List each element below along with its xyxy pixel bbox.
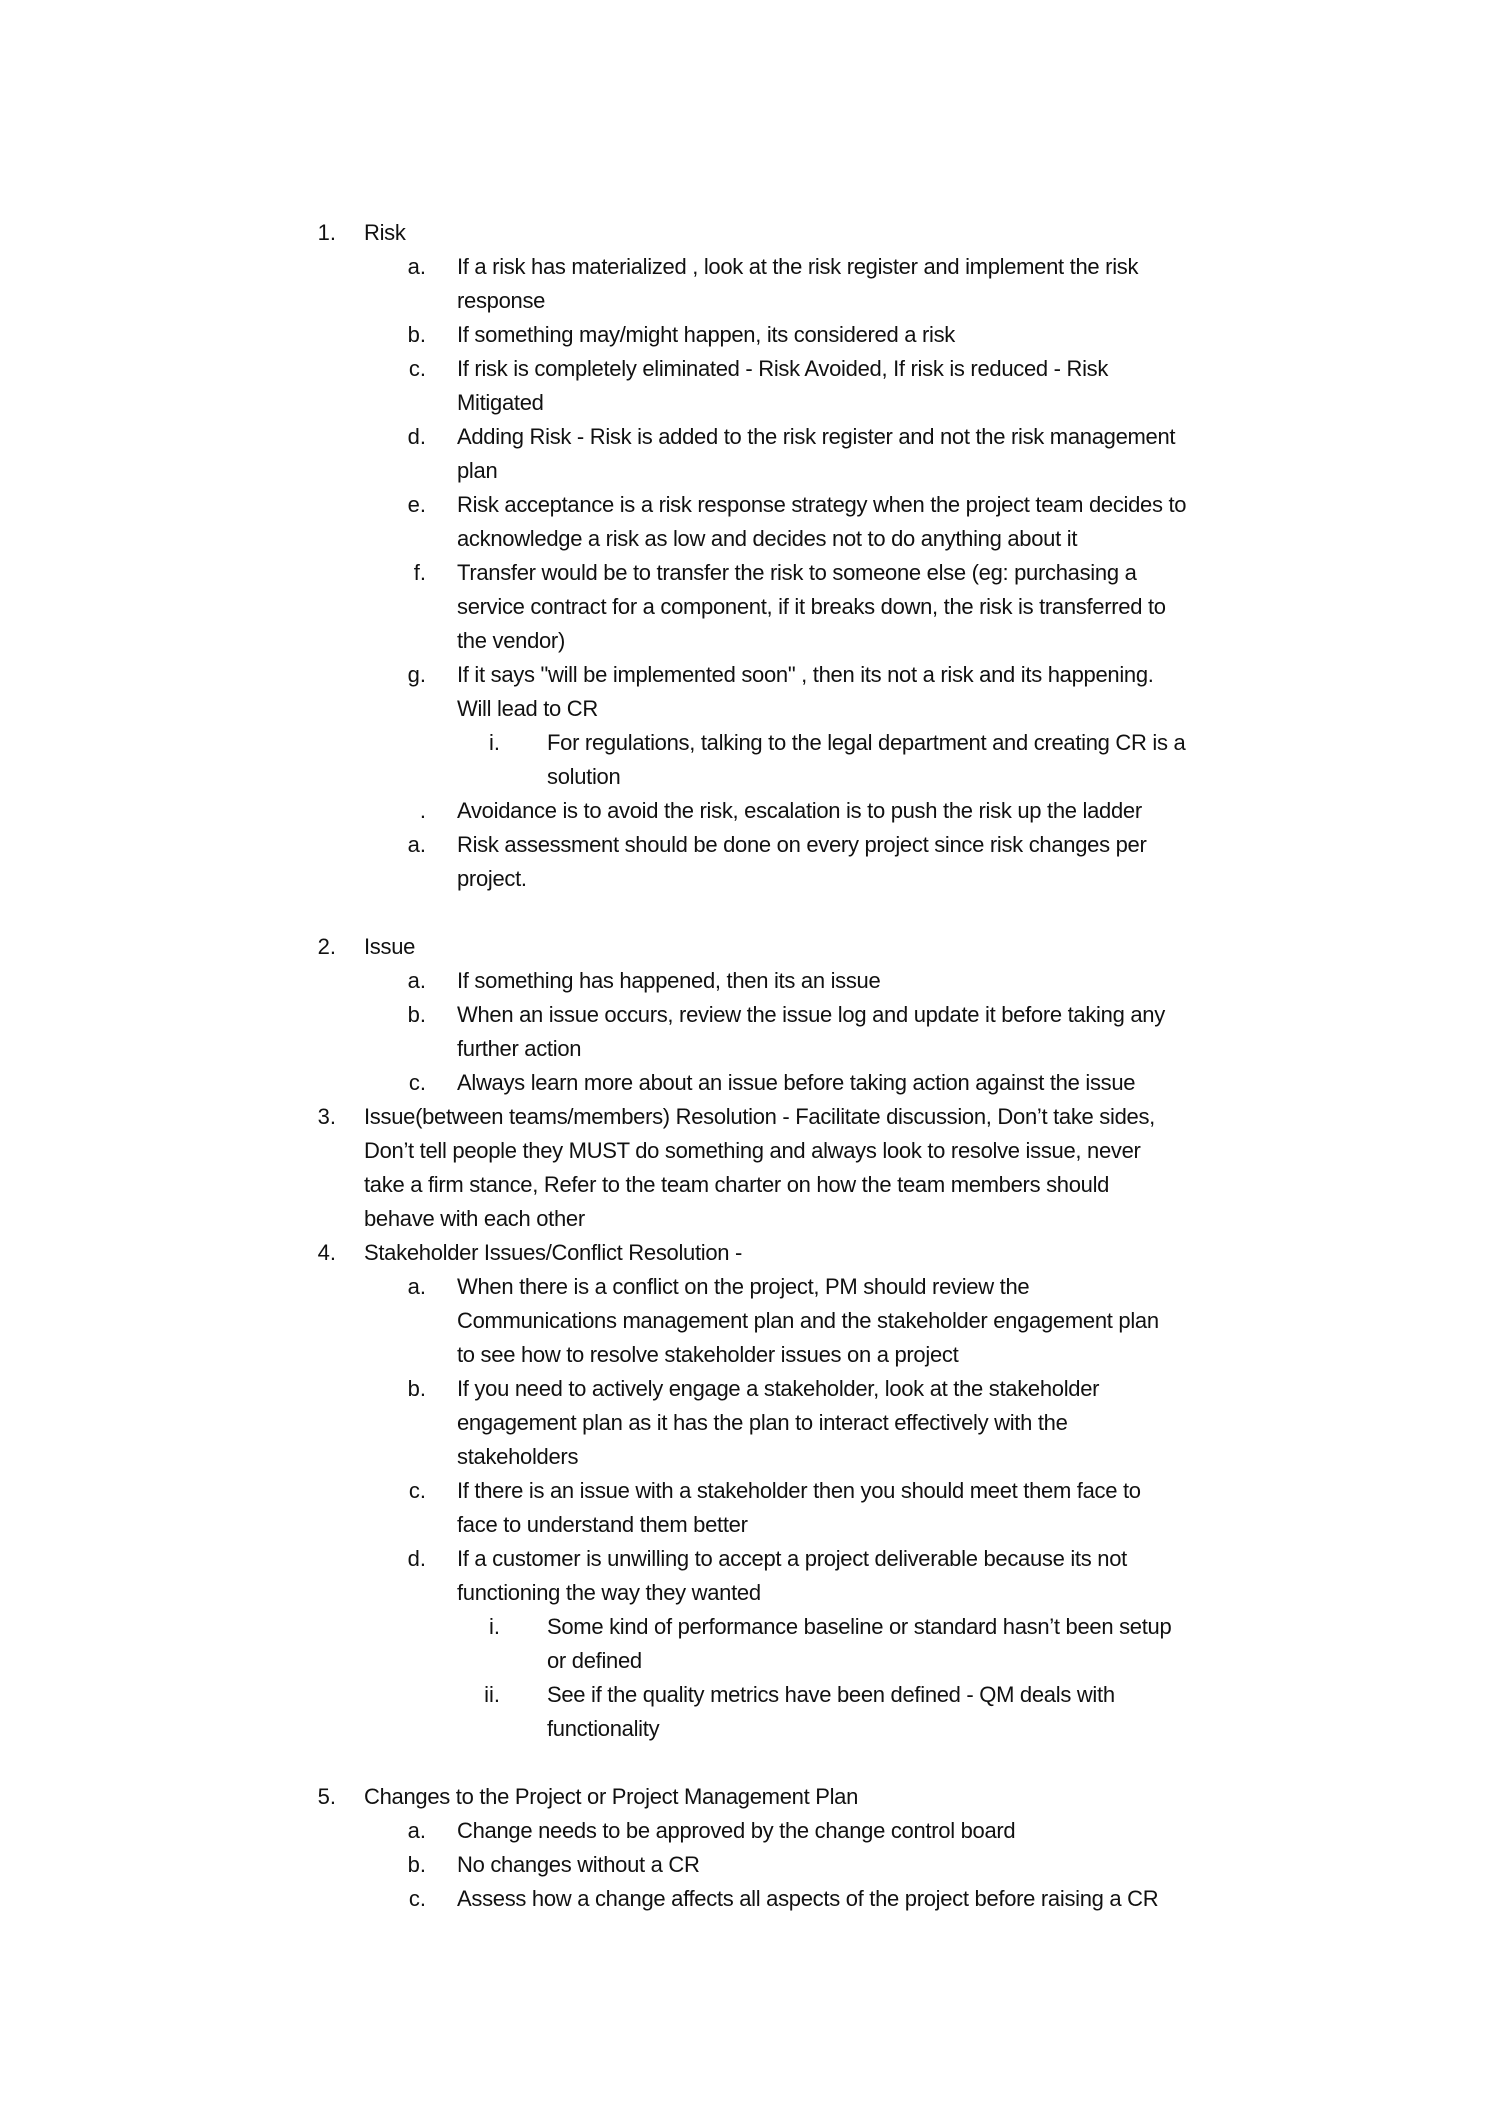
text-line: solution <box>547 764 621 789</box>
list-marker: a. <box>407 968 426 993</box>
text-line: Issue(between teams/members) Resolution - Facilitate discussion, Don’t take sides, <box>364 1104 1155 1129</box>
sub-list-item <box>0 1066 1500 1100</box>
sub-sub-list-item <box>0 1610 1500 1678</box>
sub-list-item <box>0 488 1500 556</box>
text-line: acknowledge a risk as low and decides not to do anything about it <box>457 526 1078 551</box>
text-line: For regulations, talking to the legal department and creating CR is a <box>547 730 1186 755</box>
sub-list-item <box>0 1542 1500 1610</box>
list-item-text <box>547 1610 1500 1678</box>
sub-list-item <box>0 1372 1500 1474</box>
text-line: Stakeholder Issues/Conflict Resolution - <box>364 1240 743 1265</box>
list-item-text <box>457 556 1500 658</box>
text-line: functionality <box>547 1716 660 1741</box>
list-item-text <box>457 250 1500 318</box>
list-marker: . <box>419 798 426 823</box>
list-marker: ii. <box>484 1682 500 1707</box>
list-item-text <box>364 1236 1500 1270</box>
text-line: See if the quality metrics have been defined - QM deals with <box>547 1682 1115 1707</box>
list-item-text <box>364 930 1500 964</box>
list-marker: d. <box>407 424 426 449</box>
sub-sub-list-item <box>0 726 1500 794</box>
list-marker: d. <box>407 1546 426 1571</box>
list-item-text <box>547 726 1500 794</box>
list-item-text <box>457 1372 1500 1474</box>
text-line: If risk is completely eliminated - Risk Avoided, If risk is reduced - Risk <box>457 356 1109 381</box>
list-item <box>0 1780 1500 1814</box>
text-line: or defined <box>547 1648 642 1673</box>
list-item-text <box>457 318 1500 352</box>
text-line: Will lead to CR <box>457 696 598 721</box>
sub-list-item <box>0 352 1500 420</box>
text-line: Some kind of performance baseline or standard hasn’t been setup <box>547 1614 1172 1639</box>
text-line: If something may/might happen, its considered a risk <box>457 322 955 347</box>
list-item-text <box>457 488 1500 556</box>
list-item-text <box>457 352 1500 420</box>
list-item-text <box>457 658 1500 726</box>
list-item-text <box>457 828 1500 896</box>
text-line: If something has happened, then its an issue <box>457 968 881 993</box>
list-item <box>0 216 1500 250</box>
list-item-text <box>457 420 1500 488</box>
text-line: project. <box>457 866 527 891</box>
list-marker: c. <box>408 356 426 381</box>
sub-list-item <box>0 828 1500 896</box>
sub-list-item <box>0 1882 1500 1916</box>
sub-list-item <box>0 998 1500 1066</box>
list-marker: b. <box>407 1376 426 1401</box>
list-marker: b. <box>407 322 426 347</box>
sub-list-item <box>0 420 1500 488</box>
blank-line <box>0 1746 1500 1780</box>
document-body <box>0 216 1500 1916</box>
list-marker: a. <box>407 1818 426 1843</box>
text-line: the vendor) <box>457 628 565 653</box>
text-line: response <box>457 288 546 313</box>
text-line: Transfer would be to transfer the risk to someone else (eg: purchasing a <box>457 560 1137 585</box>
list-item <box>0 1236 1500 1270</box>
text-line: functioning the way they wanted <box>457 1580 761 1605</box>
list-marker: 4. <box>317 1240 336 1265</box>
text-line: service contract for a component, if it breaks down, the risk is transferred to <box>457 594 1166 619</box>
text-line: take a firm stance, Refer to the team charter on how the team members should <box>364 1172 1110 1197</box>
sub-list-item <box>0 1814 1500 1848</box>
text-line: plan <box>457 458 498 483</box>
list-marker: c. <box>408 1070 426 1095</box>
list-item-text <box>457 1542 1500 1610</box>
text-line: Issue <box>364 934 416 959</box>
text-line: Risk <box>364 220 406 245</box>
text-line: If it says "will be implemented soon" , then its not a risk and its happening. <box>457 662 1154 687</box>
list-marker: 3. <box>317 1104 336 1129</box>
sub-list-item <box>0 1848 1500 1882</box>
text-line: Don’t tell people they MUST do something and always look to resolve issue, never <box>364 1138 1141 1163</box>
text-line: If a risk has materialized , look at the risk register and implement the risk <box>457 254 1139 279</box>
list-marker: 1. <box>317 220 336 245</box>
list-marker: 5. <box>317 1784 336 1809</box>
sub-list-item <box>0 794 1500 828</box>
list-marker: a. <box>407 254 426 279</box>
list-item-text <box>457 1474 1500 1542</box>
text-line: If a customer is unwilling to accept a project deliverable because its not <box>457 1546 1127 1571</box>
text-line: stakeholders <box>457 1444 579 1469</box>
list-marker: b. <box>407 1002 426 1027</box>
list-marker: i. <box>489 1614 500 1639</box>
blank-line <box>0 896 1500 930</box>
list-marker: 2. <box>317 934 336 959</box>
list-item-text <box>364 216 1500 250</box>
list-marker: c. <box>408 1886 426 1911</box>
text-line: behave with each other <box>364 1206 585 1231</box>
text-line: Communications management plan and the stakeholder engagement plan <box>457 1308 1159 1333</box>
list-item-text <box>457 794 1500 828</box>
sub-list-item <box>0 658 1500 726</box>
list-item-text <box>457 1848 1500 1882</box>
sub-sub-list-item <box>0 1678 1500 1746</box>
sub-list-item <box>0 1270 1500 1372</box>
text-line: to see how to resolve stakeholder issues on a project <box>457 1342 959 1367</box>
list-item-text <box>457 1270 1500 1372</box>
list-item-text <box>364 1100 1500 1236</box>
sub-list-item <box>0 250 1500 318</box>
sub-list-item <box>0 318 1500 352</box>
list-item <box>0 1100 1500 1236</box>
list-item <box>0 930 1500 964</box>
text-line: Assess how a change affects all aspects of the project before raising a CR <box>457 1886 1159 1911</box>
list-item-text <box>457 1882 1500 1916</box>
text-line: If there is an issue with a stakeholder then you should meet them face to <box>457 1478 1141 1503</box>
sub-list-item <box>0 964 1500 998</box>
text-line: No changes without a CR <box>457 1852 700 1877</box>
list-marker: a. <box>407 1274 426 1299</box>
text-line: Risk acceptance is a risk response strategy when the project team decides to <box>457 492 1187 517</box>
text-line: Adding Risk - Risk is added to the risk register and not the risk management <box>457 424 1176 449</box>
list-marker: g. <box>407 662 426 687</box>
text-line: When an issue occurs, review the issue log and update it before taking any <box>457 1002 1165 1027</box>
list-marker: c. <box>408 1478 426 1503</box>
list-item-text <box>457 1814 1500 1848</box>
list-item-text <box>364 1780 1500 1814</box>
text-line: Mitigated <box>457 390 544 415</box>
text-line: If you need to actively engage a stakeholder, look at the stakeholder <box>457 1376 1100 1401</box>
list-item-text <box>547 1678 1500 1746</box>
text-line: Change needs to be approved by the change control board <box>457 1818 1016 1843</box>
text-line: engagement plan as it has the plan to interact effectively with the <box>457 1410 1068 1435</box>
text-line: Avoidance is to avoid the risk, escalation is to push the risk up the ladder <box>457 798 1142 823</box>
list-marker: i. <box>489 730 500 755</box>
text-line: Always learn more about an issue before taking action against the issue <box>457 1070 1136 1095</box>
text-line: Changes to the Project or Project Management Plan <box>364 1784 859 1809</box>
text-line: further action <box>457 1036 582 1061</box>
list-item-text <box>457 964 1500 998</box>
text-line: When there is a conflict on the project, PM should review the <box>457 1274 1030 1299</box>
list-marker: e. <box>407 492 426 517</box>
list-marker: f. <box>413 560 426 585</box>
list-marker: a. <box>407 832 426 857</box>
list-marker: b. <box>407 1852 426 1877</box>
text-line: Risk assessment should be done on every project since risk changes per <box>457 832 1147 857</box>
sub-list-item <box>0 556 1500 658</box>
sub-list-item <box>0 1474 1500 1542</box>
list-item-text <box>457 998 1500 1066</box>
list-item-text <box>457 1066 1500 1100</box>
text-line: face to understand them better <box>457 1512 748 1537</box>
